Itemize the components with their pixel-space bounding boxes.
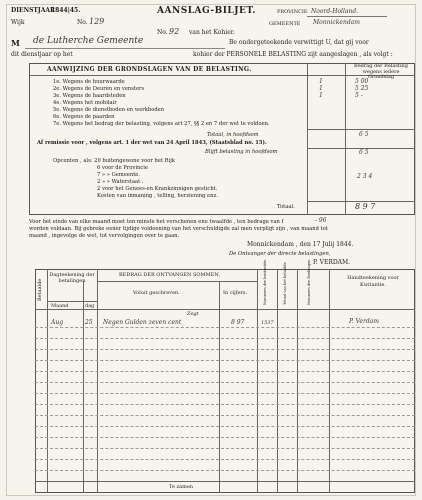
totaal-label: Totaal. [277,204,295,210]
page-title: AANSLAG-BILJET. [157,6,257,16]
grondslag-row-2: 2e. Wegens de Deuren en vensters [53,86,145,92]
m-label: M [11,38,20,48]
col-maand: Maand [51,303,69,309]
ontvanger-title: De Ontvanger der directe belastingen, [229,251,331,257]
ruled-line [35,349,415,350]
entry-cijfers: 8 97 [231,319,245,326]
notice-paragraph-1: Voor het einde van elke maand moet ten minste het verschenen ene twaalfde , ten bedrage van f [29,219,284,225]
blijft-amount: 6 5 [359,149,369,156]
notice-paragraph-3: maand , ingevolge de wet, tot vervolgingen over te gaan. [29,233,180,239]
col-kwitantie-nrs: Nommers der kwitantiën [263,259,267,305]
ruled-line [35,371,415,372]
ruled-line [35,382,415,383]
no2-label: No. [157,29,168,36]
wijk-label: Wijk [11,19,25,26]
no-label: No. [77,19,88,26]
kohier-text: van het Kohier. [189,29,235,36]
col-dag: dag [85,303,95,309]
col-handteekening: Handteekening voor Kwitantie. [347,275,399,288]
gemeente-value: Monnickendam [313,19,360,26]
opcenten-row-1: 6 voor de Provincie [97,165,148,171]
col-bedrag: BEDRAG DER ONTVANGEN SOMMEN. [119,272,221,278]
entry-voluit: Negen Gulden zeven cent [103,319,182,326]
grondslag-row-6: 6e. Wegens de paarden [53,114,115,120]
notice-line-1: Be ondergeteekende verwittigt U, dat gij voor [229,39,369,46]
te-zamen-label: Te zamen [169,484,194,490]
row-3-count: 1 [319,92,323,99]
row-1-count: 1 [319,78,323,85]
notice-paragraph-2: worden voldaan. Bij gebreke eener tijdige voldoening van het verschuldigde zal men verpligt zijn , van maand tot [29,226,328,232]
totaal-amount: 8 9 7 [355,202,376,211]
dienstjaar-value: 1844|45. [51,7,81,14]
assessment-sheet [6,4,416,496]
opcenten-row-5: Kosten van inmaning , telling, herziening enz. [97,193,218,199]
no2-value: 92 [169,27,180,36]
row-3-amount: 5 - [355,92,363,99]
zegt-label: Zegt [187,311,199,317]
grondslag-row-1: 1e. Wegens de huurwaarde [53,79,125,85]
grondslag-row-4: 4e. Wegens het mobilair [53,100,117,106]
ruled-line [35,448,415,449]
col-boekingen: Nommers der Boekingen [307,259,311,305]
row-2-amount: 5 25 [355,85,369,92]
provincie-value: Noord-Holland. [311,8,359,15]
ruled-line [35,426,415,427]
taxpayer-name: de Lutherche Gemeente [33,36,144,46]
opcenten-row-3: 2 » » Waterstaat . [97,179,144,185]
grondslag-row-7: 7e. Wegens het bedrag der belasting, volgens art 27, §§ 2 en 7 der wet te voldoen. [53,121,270,127]
row-1-amount: 5 00 [355,78,369,85]
provincie-label: PROVINCIE [277,9,308,15]
hoofdsom-amount: 6 5 [359,131,369,138]
ontvanger-signature: P. VERDAM. [313,259,351,266]
no-value: 129 [89,17,105,26]
entry-signature: P. Verdam [349,318,379,325]
ruled-line [35,338,415,339]
entry-dag: 25 [85,319,93,326]
dienstjaar-label: DIENSTJAAR [11,7,56,14]
notice-monthly-amount: - 96 [315,217,327,224]
notice-line-2-left: dit dienstjaar op het [11,51,73,58]
grondslag-row-5: 5e. Wegens de dienstboden en werkboden [53,107,165,113]
ruled-line [35,393,415,394]
opcenten-title: Opcenten , als: 20 buitengewone voor het Rijk [53,158,175,164]
col-voluit: Voluit geschreven. [133,290,180,296]
ruled-line [35,415,415,416]
blijft-label: Blijft belasting in hoofdsom [205,149,278,155]
col-totaal-betaald: Totaal van het betaalde [283,262,287,305]
hoofdsom-label: Totaal, in hoofdsom [207,132,259,138]
ruled-line [35,470,415,471]
entry-nr: 1537 [261,320,274,326]
remissie-text: Af remissie voor , volgens art. 1 der wet van 24 April 1843, (Staatsblad no. 15). [37,140,267,146]
bedrag-heading: Bedrag der Belasting wegens iedere Grondslag [354,63,408,80]
gemeente-label: GEMEENTE [269,21,301,27]
grondslag-row-3: 3e. Wegens de haardsteden [53,93,126,99]
row-2-count: 1 [319,85,323,92]
opcenten-amount: 2 3 4 [357,173,373,180]
grondslagen-heading: AANWIJZING DER GRONDSLAGEN VAN DE BELASTING. [47,66,252,73]
ruled-line [35,327,415,328]
notice-line-2-right: kohier der PERSONELE BELASTING zijt aangeslagen , als volgt : [193,51,393,58]
ruled-line [35,404,415,405]
opcenten-row-2: 7 » » Gemeente. [97,172,141,178]
col-cijfers: In cijfers. [223,290,248,296]
ruled-line [35,459,415,460]
col-betaalde: Betaalde [37,278,43,301]
entry-maand: Aug [51,319,64,326]
place-date: Monnickendam , den 17 Julij 1844. [247,241,354,248]
ruled-line [35,360,415,361]
ruled-line [35,437,415,438]
opcenten-row-4: 2 voor het Genees-en Krankzinnigen gesticht. [97,186,218,192]
col-dagteekening: Dagteekening der betalingen [49,272,95,284]
